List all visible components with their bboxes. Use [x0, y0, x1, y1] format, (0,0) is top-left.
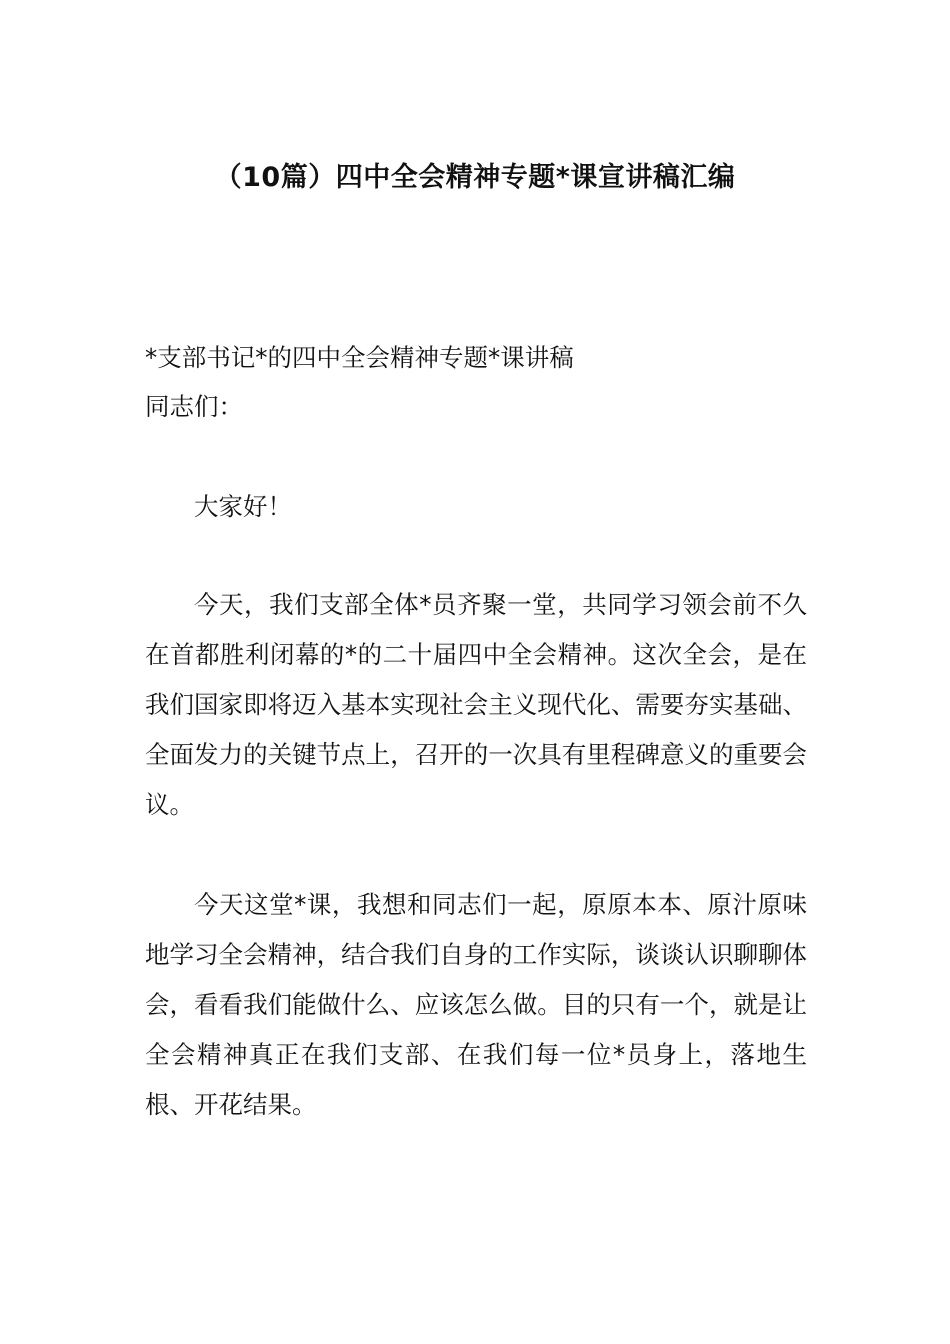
speech-subtitle: *支部书记*的四中全会精神专题*课讲稿: [145, 343, 574, 372]
paragraph-introduction: 今天，我们支部全体*员齐聚一堂，共同学习领会前不久在首都胜利闭幕的*的二十届四中全会精神。这次全会，是在我们国家即将迈入基本实现社会主义现代化、需要夯实基础、全面发力的关键节点上，召开的一次具有里程碑意义的重要会议。: [145, 590, 807, 819]
paragraph-greeting: 大家好！: [194, 492, 292, 521]
document-title: （10篇）四中全会精神专题*课宣讲稿汇编: [214, 162, 736, 193]
paragraph-purpose: 今天这堂*课，我想和同志们一起，原原本本、原汁原味地学习全会精神，结合我们自身的工作实际，谈谈认识聊聊体会，看看我们能做什么、应该怎么做。目的只有一个，就是让全会精神真正在我们支部、在我们每一位*员身上，落地生根、开花结果。: [145, 890, 807, 1119]
salutation: 同志们：: [145, 392, 243, 421]
